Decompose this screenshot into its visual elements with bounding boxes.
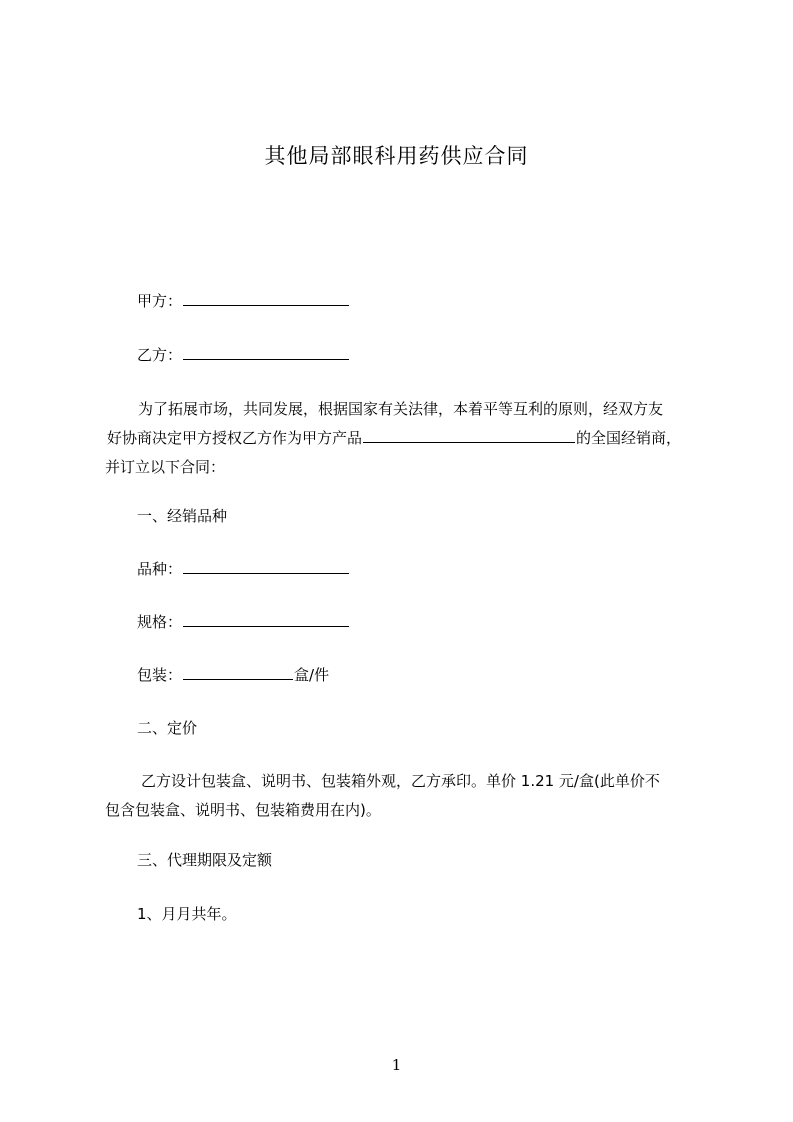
document-title: 其他局部眼科用药供应合同 [264,144,529,168]
section-2-heading: 二、定价 [137,719,198,737]
package-line [137,665,329,685]
party-b-line [137,345,350,365]
package-unit: 盒/件 [294,666,330,684]
term-item-1: 1、月月共年。 [137,905,237,923]
party-a-label: 甲方： [137,292,183,310]
package-blank [183,665,293,680]
pricing-paragraph [105,767,705,825]
intro-line-2-after: 的全国经销商， [576,429,682,447]
pricing-line-1: 乙方设计包装盒、说明书、包装箱外观，乙方承印。单价 1.21 元/盒(此单价不 [141,772,660,790]
section-1-heading: 一、经销品种 [137,507,228,525]
package-label: 包装： [137,666,183,684]
party-a-line [137,291,350,311]
intro-line-2-before: 好协商决定甲方授权乙方作为甲方产品 [107,429,363,447]
product-blank [363,428,575,443]
intro-line-2 [105,424,705,453]
spec-blank [183,612,349,627]
party-b-label: 乙方： [137,346,183,364]
intro-line-1: 为了拓展市场，共同发展，根据国家有关法律，本着平等互利的原则，经双方友 [138,400,664,418]
spec-line [137,612,350,632]
section-3-heading: 三、代理期限及定额 [137,851,273,869]
party-b-blank [183,345,349,360]
variety-label: 品种： [137,560,183,578]
party-a-blank [183,291,349,306]
intro-paragraph [105,395,705,482]
pricing-line-2: 包含包装盒、说明书、包装箱费用在内)。 [105,801,381,819]
variety-blank [183,559,349,574]
intro-line-3: 并订立以下合同： [105,458,226,476]
spec-label: 规格： [137,613,183,631]
variety-line [137,559,350,579]
page-number: 1 [391,1056,402,1074]
